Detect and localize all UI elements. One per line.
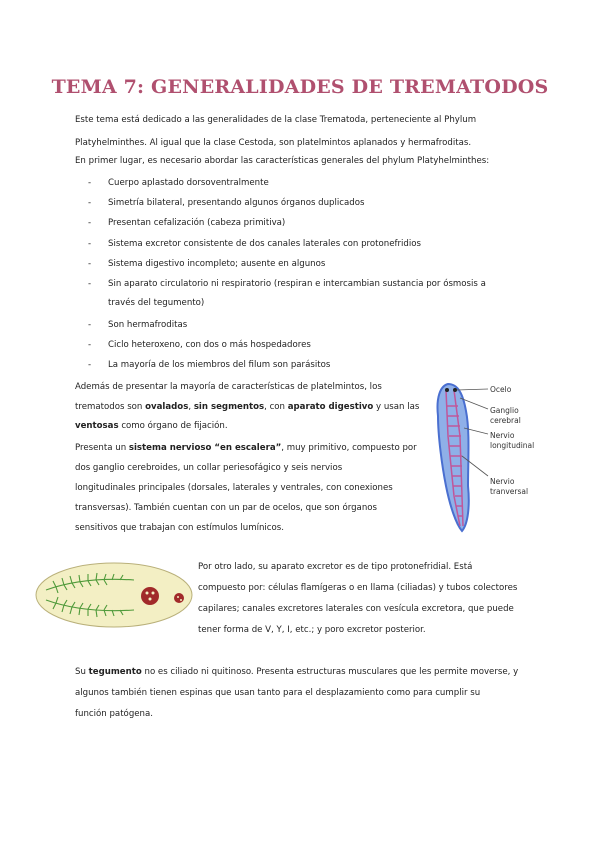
para3-line-3: longitudinales principales (dorsales, laterales y ventrales, con conexiones — [75, 483, 393, 493]
label-nervio-t-2: tranversal — [490, 487, 529, 496]
bullet-2: Simetría bilateral, presentando algunos órganos duplicados — [108, 198, 365, 208]
ocelo-dot — [445, 388, 449, 392]
label-ocelo: Ocelo — [490, 385, 512, 394]
bullet-5: Sistema digestivo incompleto; ausente en algunos — [108, 259, 326, 269]
flame-cell-small — [174, 593, 184, 603]
bullet-3: Presentan cefalización (cabeza primitiva) — [108, 218, 286, 228]
bullet-6b: través del tegumento) — [108, 298, 205, 308]
bullet-dash: - — [88, 198, 92, 208]
page-title: TEMA 7: GENERALIDADES DE TREMATODOS — [51, 76, 549, 98]
label-ganglio-1: Ganglio — [490, 406, 519, 415]
ocelo-dot — [453, 388, 457, 392]
para3-line-2: dos ganglio cerebroides, un collar periesofágico y seis nervios — [75, 463, 343, 473]
para4-line-1: Por otro lado, su aparato excretor es de tipo protonefridial. Está — [198, 562, 473, 572]
label-nervio-l-1: Nervio — [490, 431, 515, 440]
label-ganglio-2: cerebral — [490, 416, 521, 425]
para4-line-3: capilares; canales excretores laterales con vesícula excretora, que puede — [198, 604, 514, 614]
bullet-8: Ciclo heteroxeno, con dos o más hospedadores — [108, 340, 311, 350]
bullet-1: Cuerpo aplastado dorsoventralmente — [108, 178, 269, 188]
bullet-7: Son hermafroditas — [108, 320, 188, 330]
bullet-dash: - — [88, 218, 92, 228]
para4-line-4: tener forma de V, Y, I, etc.; y poro excretor posterior. — [198, 625, 426, 635]
para2-line-3: ventosas como órgano de fijación. — [75, 421, 228, 431]
bullet-dash: - — [88, 178, 92, 188]
bullet-6a: Sin aparato circulatorio ni respiratorio (respiran e intercambian sustancia por ósmosis a — [108, 279, 486, 289]
bullet-dash: - — [88, 259, 92, 269]
para3-line-4: transversas). También cuentan con un par de ocelos, que son órganos — [75, 503, 378, 513]
intro-line-2: Platyhelminthes. Al igual que la clase Cestoda, son platelmintos aplanados y hermafroditas. — [75, 138, 472, 148]
label-nervio-t-1: Nervio — [490, 477, 515, 486]
para3-line-5: sensitivos que trabajan con estímulos lumínicos. — [75, 523, 285, 533]
para5-line-1: Su tegumento no es ciliado ni quitinoso. Presenta estructuras musculares que les permite moverse, y — [75, 667, 519, 677]
excretory-system-figure — [34, 560, 194, 630]
para2-line-2: trematodos son ovalados, sin segmentos, con aparato digestivo y usan las — [75, 402, 420, 412]
bullet-4: Sistema excretor consistente de dos canales laterales con protonefridios — [108, 239, 422, 249]
para3-line-1: Presenta un sistema nervioso “en escalera”, muy primitivo, compuesto por — [75, 443, 417, 453]
bullet-9: La mayoría de los miembros del filum son parásitos — [108, 360, 331, 370]
label-nervio-l-2: longitudinal — [490, 441, 535, 450]
bullet-dash: - — [88, 320, 92, 330]
para4-line-2: compuesto por: células flamígeras o en llama (ciliadas) y tubos colectores — [198, 583, 518, 593]
para5-line-2: algunos también tienen espinas que usan tanto para el desplazamiento como para cumplir su — [75, 688, 481, 698]
para5-line-3: función patógena. — [75, 709, 154, 719]
bullet-dash: - — [88, 360, 92, 370]
bullet-dash: - — [88, 340, 92, 350]
flame-cell-large — [141, 587, 159, 605]
intro-line-3: En primer lugar, es necesario abordar las características generales del phylum Platyhelminthes: — [75, 156, 490, 166]
intro-line-1: Este tema está dedicado a las generalidades de la clase Trematoda, perteneciente al Phylum — [75, 115, 477, 125]
bullet-dash: - — [88, 279, 92, 289]
nervous-system-figure — [418, 376, 568, 536]
para2-line-1: Además de presentar la mayoría de características de platelmintos, los — [75, 382, 382, 392]
bullet-dash: - — [88, 239, 92, 249]
